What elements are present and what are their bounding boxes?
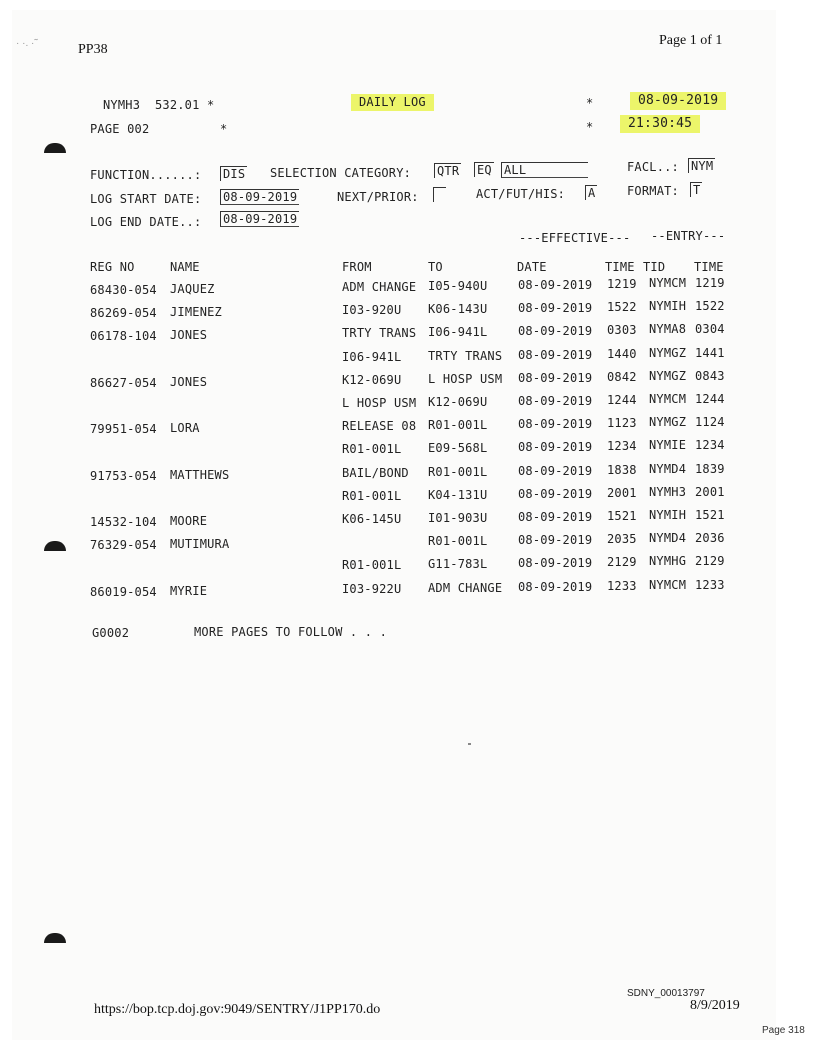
col-date: DATE [517, 260, 547, 274]
cell-tid: NYMHG [649, 554, 687, 569]
cell-entry-time: 1244 [695, 392, 725, 406]
table-row [12, 554, 772, 577]
cell-to: R01-001L [428, 534, 488, 549]
cell-date: 08-09-2019 [518, 533, 593, 548]
cell-to: I01-903U [428, 511, 488, 525]
cell-date: 08-09-2019 [518, 510, 593, 524]
cell-to: ADM CHANGE [428, 580, 503, 595]
cell-date: 08-09-2019 [518, 324, 593, 339]
cell-from: K06-145U [342, 512, 402, 526]
cell-time: 1522 [607, 300, 637, 315]
cell-entry-time: 1441 [695, 345, 725, 360]
cell-reg-no: 06178-104 [90, 329, 157, 344]
cell-from: I03-922U [342, 581, 402, 596]
cell-from: I03-920U [342, 303, 402, 318]
cell-time: 1234 [607, 439, 637, 454]
table-row [12, 577, 772, 601]
cell-to: E09-568L [428, 441, 488, 456]
cell-time: 0303 [607, 323, 637, 338]
star-marker-date: * [586, 96, 594, 110]
table-row [12, 345, 772, 369]
cell-tid: NYMIE [649, 438, 687, 453]
table-row [12, 531, 772, 554]
cell-from: BAIL/BOND [342, 465, 409, 480]
cell-date: 08-09-2019 [518, 440, 593, 455]
format-field: T [690, 182, 702, 197]
cell-from: K12-069U [342, 372, 402, 387]
cell-from: TRTY TRANS [342, 326, 417, 341]
effective-group-header: ---EFFECTIVE--- [519, 231, 631, 245]
cell-from: L HOSP USM [342, 396, 417, 410]
page-number: Page 318 [762, 1025, 805, 1036]
col-time: TIME [605, 260, 635, 274]
cell-time: 1838 [607, 462, 637, 477]
cell-date: 08-09-2019 [518, 301, 593, 316]
selection-field: QTR [434, 163, 461, 178]
cell-entry-time: 1521 [695, 508, 725, 522]
function-field: DIS [220, 166, 247, 181]
cell-from: R01-001L [342, 442, 402, 457]
cell-from: R01-001L [342, 488, 402, 503]
cell-tid: NYMA8 [649, 322, 687, 337]
cell-entry-time: 2001 [695, 484, 725, 499]
cell-name: LORA [170, 421, 200, 436]
entry-group-header: --ENTRY--- [651, 229, 726, 243]
cell-tid: NYMIH [649, 299, 687, 314]
table-row [12, 438, 772, 461]
bates-number: SDNY_00013797 [627, 988, 705, 999]
more-pages-message: MORE PAGES TO FOLLOW . . . [194, 625, 388, 639]
cell-to: K04-131U [428, 487, 488, 502]
col-reg-no: REG NO [90, 260, 135, 274]
cell-name: MOORE [170, 514, 208, 528]
star-marker-page: * [220, 122, 228, 136]
cell-to: R01-001L [428, 464, 488, 479]
print-date: 8/9/2019 [690, 998, 740, 1013]
cell-reg-no: 86269-054 [90, 306, 157, 321]
cell-to: K12-069U [428, 395, 488, 409]
table-row [12, 368, 772, 392]
cell-name: MUTIMURA [170, 537, 230, 552]
col-entry-time: TIME [694, 260, 724, 274]
cell-date: 08-09-2019 [518, 486, 593, 501]
cell-entry-time: 0843 [695, 368, 725, 383]
cell-tid: NYMCM [649, 392, 687, 406]
system-time: 21:30:45 [620, 115, 700, 133]
cell-reg-no: 68430-054 [90, 283, 157, 297]
table-row [12, 276, 772, 299]
cell-reg-no: 91753-054 [90, 468, 157, 483]
facl-field: NYM [688, 158, 715, 173]
col-to: TO [428, 260, 443, 274]
cell-time: 0842 [607, 369, 637, 384]
star-marker: * [206, 98, 215, 112]
cell-from: I06-941L [342, 349, 402, 364]
scan-mark: · ·. ·˜ [16, 38, 38, 49]
cell-tid: NYMGZ [649, 368, 687, 383]
table-row [12, 322, 772, 345]
scan-speck [468, 743, 471, 745]
cell-reg-no: 86627-054 [90, 375, 157, 390]
log-title: DAILY LOG [351, 94, 434, 111]
table-row [12, 484, 772, 508]
cell-to: I05-940U [428, 279, 488, 293]
system-date: 08-09-2019 [630, 92, 726, 110]
table-row [12, 299, 772, 322]
act-fut-his-field: A [585, 185, 597, 200]
page-label: Page 1 of 1 [659, 33, 723, 48]
cell-from: ADM CHANGE [342, 280, 417, 294]
cell-from: RELEASE 08 [342, 419, 417, 434]
end-date-field: 08-09-2019 [220, 211, 299, 227]
cell-tid: NYMD4 [649, 531, 687, 546]
cell-entry-time: 1233 [695, 577, 725, 592]
cell-time: 1244 [607, 393, 637, 407]
doc-code: PP38 [78, 42, 108, 57]
cell-tid: NYMGZ [649, 345, 687, 360]
table-row [12, 508, 772, 531]
end-date-label: LOG END DATE..: [90, 215, 202, 229]
start-date-field: 08-09-2019 [220, 189, 299, 205]
terminal-name: NYMH3 [103, 98, 141, 112]
cell-time: 2001 [607, 485, 637, 500]
selection-operator: EQ [474, 162, 494, 177]
terminal-id [103, 98, 214, 112]
cell-name: JAQUEZ [170, 282, 215, 296]
cell-to: K06-143U [428, 302, 488, 317]
cell-to: R01-001L [428, 418, 488, 433]
cell-reg-no: 79951-054 [90, 422, 157, 437]
cell-entry-time: 1522 [695, 299, 725, 314]
cell-reg-no: 86019-054 [90, 584, 157, 599]
cell-date: 08-09-2019 [518, 463, 593, 478]
selection-target: ALL [501, 162, 588, 178]
cell-date: 08-09-2019 [518, 347, 593, 362]
cell-date: 08-09-2019 [518, 556, 593, 571]
function-label: FUNCTION......: [90, 168, 202, 182]
cell-date: 08-09-2019 [518, 579, 593, 594]
table-row [12, 415, 772, 438]
cell-tid: NYMCM [649, 276, 687, 290]
cell-date: 08-09-2019 [518, 417, 593, 432]
system-version: 532.01 [154, 98, 200, 112]
star-marker-time: * [586, 120, 594, 134]
cell-tid: NYMH3 [649, 484, 687, 499]
cell-date: 08-09-2019 [518, 370, 593, 385]
cell-time: 1233 [607, 578, 637, 593]
cell-date: 08-09-2019 [518, 394, 593, 408]
cell-time: 2035 [607, 532, 637, 547]
next-prior-label: NEXT/PRIOR: [337, 190, 419, 204]
col-tid: TID [643, 260, 666, 274]
format-label: FORMAT: [627, 184, 679, 198]
cell-entry-time: 2036 [695, 531, 725, 546]
act-fut-his-label: ACT/FUT/HIS: [476, 187, 566, 201]
cell-entry-time: 1234 [695, 438, 725, 453]
cell-tid: NYMCM [649, 577, 687, 592]
source-url: https://bop.tcp.doj.gov:9049/SENTRY/J1PP170.do [94, 1002, 381, 1017]
cell-tid: NYMD4 [649, 461, 687, 476]
cell-time: 2129 [607, 555, 637, 570]
cell-entry-time: 2129 [695, 554, 725, 569]
cell-to: I06-941L [428, 325, 488, 340]
cell-tid: NYMIH [649, 508, 687, 522]
cell-entry-time: 1219 [695, 276, 725, 290]
facl-label: FACL..: [627, 160, 679, 174]
cell-name: JONES [170, 374, 208, 389]
cell-to: L HOSP USM [428, 371, 503, 386]
cell-reg-no: 76329-054 [90, 538, 157, 553]
cell-date: 08-09-2019 [518, 278, 593, 292]
page-number-label: PAGE 002 [90, 122, 150, 136]
table-row [12, 461, 772, 485]
cell-from: R01-001L [342, 558, 402, 573]
table-row [12, 392, 772, 415]
cell-entry-time: 0304 [695, 322, 725, 337]
cell-entry-time: 1839 [695, 461, 725, 476]
next-prior-field [433, 187, 446, 202]
cell-reg-no: 14532-104 [90, 515, 157, 529]
cell-to: TRTY TRANS [428, 348, 503, 363]
col-from: FROM [342, 260, 372, 274]
cell-tid: NYMGZ [649, 415, 687, 430]
message-code: G0002 [92, 626, 130, 640]
scanned-page [12, 10, 776, 1040]
cell-to: G11-783L [428, 557, 488, 572]
start-date-label: LOG START DATE: [90, 192, 202, 206]
cell-name: MYRIE [170, 583, 208, 598]
selection-label: SELECTION CATEGORY: [270, 166, 412, 180]
cell-time: 1521 [607, 509, 637, 523]
cell-entry-time: 1124 [695, 415, 725, 430]
cell-time: 1219 [607, 277, 637, 291]
col-name: NAME [170, 260, 200, 274]
cell-time: 1440 [607, 346, 637, 361]
cell-time: 1123 [607, 416, 637, 431]
table-header [12, 260, 772, 276]
cell-name: MATTHEWS [170, 467, 230, 482]
cell-name: JIMENEZ [170, 305, 222, 320]
cell-name: JONES [170, 328, 208, 343]
